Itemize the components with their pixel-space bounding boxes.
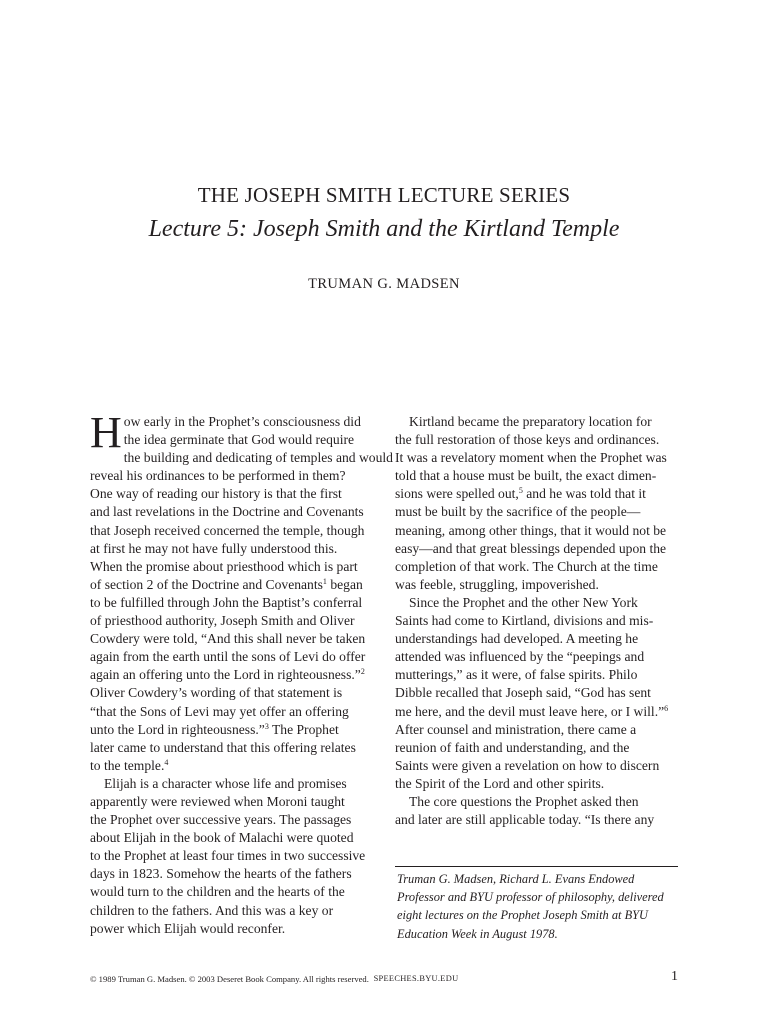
text-line: power which Elijah would reconfer. xyxy=(90,920,286,936)
text-line: After counsel and ministration, there came a xyxy=(395,721,637,737)
text-line: When the promise about priesthood which is part xyxy=(90,558,358,574)
text-line: and last revelations in the Doctrine and Covenants xyxy=(90,504,364,520)
text-line: would turn to the children and the hearts of the xyxy=(90,884,345,900)
text-line xyxy=(90,721,373,739)
paragraph-continued xyxy=(395,811,678,829)
text-segment: and he was told that it xyxy=(522,486,646,502)
text-segment: unto the Lord in righteousness.” xyxy=(90,721,265,737)
text-line: the idea germinate that God would require xyxy=(123,432,355,448)
text-line: the Prophet over successive years. The passages xyxy=(90,812,352,828)
text-line: again from the earth until the sons of Levi do offer xyxy=(90,649,366,665)
text-line: It was a revelatory moment when the Prophet was xyxy=(395,450,667,466)
text-line: and later are still applicable today. “Is there any xyxy=(395,812,655,828)
text-line: Dibble recalled that Joseph said, “God has sent xyxy=(395,685,651,701)
lecture-title: Lecture 5: Joseph Smith and the Kirtland Temple xyxy=(148,216,620,242)
text-line: was feeble, struggling, impoverished. xyxy=(395,576,599,592)
author-name: TRUMAN G. MADSEN xyxy=(308,276,460,292)
text-line: Elijah is a character whose life and promises xyxy=(104,775,347,791)
text-line: The core questions the Prophet asked then xyxy=(409,793,639,809)
text-line: to be fulfilled through John the Baptist’s conferral xyxy=(90,594,363,610)
text-line: apparently were reviewed when Moroni taught xyxy=(90,793,345,809)
series-title: THE JOSEPH SMITH LECTURE SERIES xyxy=(197,183,571,207)
paragraph xyxy=(395,594,678,612)
paragraph-continued xyxy=(395,431,678,594)
text-segment: began xyxy=(326,576,363,592)
text-line: completion of that work. The Church at the time xyxy=(395,558,658,574)
page-number: 1 xyxy=(671,969,678,984)
text-line: meaning, among other things, that it would not be xyxy=(395,522,667,538)
text-line xyxy=(90,576,373,594)
text-segment: of section 2 of the Doctrine and Covenants xyxy=(90,576,323,592)
text-line: One way of reading our history is that the first xyxy=(90,486,342,502)
text-line: children to the fathers. And this was a key or xyxy=(90,902,334,918)
paragraph-continued xyxy=(90,793,373,938)
left-column xyxy=(90,408,393,938)
text-segment: again an offering unto the Lord in righteousness.” xyxy=(90,667,361,683)
text-segment: me here, and the devil must leave here, or I will.” xyxy=(395,703,665,719)
footnote-ref: 4 xyxy=(164,757,169,767)
text-line: about Elijah in the book of Malachi were quoted xyxy=(90,830,354,846)
paragraph xyxy=(90,775,373,793)
author-bio xyxy=(397,870,682,943)
drop-cap: H xyxy=(90,408,122,457)
text-segment: The Prophet xyxy=(268,721,339,737)
text-line: ow early in the Prophet’s consciousness did xyxy=(123,414,361,429)
text-line xyxy=(395,485,678,503)
footnote-ref: 3 xyxy=(264,721,269,731)
footnote-ref: 6 xyxy=(664,703,669,713)
bio-line: eight lectures on the Prophet Joseph Smith at BYU xyxy=(397,908,648,923)
text-line xyxy=(395,703,678,721)
paragraph xyxy=(395,413,678,431)
text-line: attended was influenced by the “peepings and xyxy=(395,649,645,665)
text-line: mutterings,” as it were, of false spirits. Philo xyxy=(395,667,638,683)
text-line: easy—and that great blessings depended upon the xyxy=(395,540,667,556)
text-line: Kirtland became the preparatory location for xyxy=(409,414,652,429)
text-line: the full restoration of those keys and ordinances. xyxy=(395,432,660,448)
text-line xyxy=(90,666,373,684)
copyright-notice: © 1989 Truman G. Madsen. © 2003 Deseret Book Company. All rights reserved. xyxy=(90,974,369,984)
text-segment: sions were spelled out, xyxy=(395,486,519,502)
text-line: later came to understand that this offering relates xyxy=(90,739,356,755)
text-line: at first he may not have fully understood this. xyxy=(90,540,338,556)
bio-line: Professor and BYU professor of philosophy, delivered xyxy=(397,890,664,905)
bio-line: Truman G. Madsen, Richard L. Evans Endowed xyxy=(397,872,635,886)
text-line: that Joseph received concerned the temple, though xyxy=(90,522,365,538)
text-line: told that a house must be built, the exact dimen- xyxy=(395,468,657,484)
text-line: Cowdery were told, “And this shall never be taken xyxy=(90,631,366,647)
text-line: Since the Prophet and the other New York xyxy=(409,594,638,610)
text-line: to the Prophet at least four times in two successive xyxy=(90,848,366,864)
text-line: “that the Sons of Levi may yet offer an offering xyxy=(90,703,349,719)
text-line: the Spirit of the Lord and other spirits. xyxy=(395,775,605,791)
text-line: days in 1823. Somehow the hearts of the fathers xyxy=(90,866,352,882)
text-line xyxy=(90,757,373,775)
text-line: the building and dedicating of temples and would xyxy=(123,450,393,466)
footnote-ref: 1 xyxy=(322,576,327,586)
text-line: Saints had come to Kirtland, divisions and mis- xyxy=(395,613,654,629)
site-url: SPEECHES.BYU.EDU xyxy=(373,974,459,983)
footnote-divider xyxy=(395,866,678,867)
text-line: reunion of faith and understanding, and the xyxy=(395,739,630,755)
paragraph xyxy=(395,793,678,811)
text-line: must be built by the sacrifice of the people— xyxy=(395,504,641,520)
text-line: understandings had developed. A meeting he xyxy=(395,631,639,647)
text-line: of priesthood authority, Joseph Smith and Oliver xyxy=(90,613,355,629)
right-column xyxy=(395,413,678,829)
footnote-ref: 5 xyxy=(518,486,523,496)
paragraph-continued xyxy=(395,612,678,793)
text-segment: to the temple. xyxy=(90,757,165,773)
bio-line: Education Week in August 1978. xyxy=(397,926,558,941)
text-line: Saints were given a revelation on how to discern xyxy=(395,757,660,773)
text-line: Oliver Cowdery’s wording of that statement is xyxy=(90,685,343,701)
footnote-ref: 2 xyxy=(360,667,365,677)
paragraph xyxy=(90,408,393,775)
text-line: reveal his ordinances to be performed in them? xyxy=(90,468,346,484)
